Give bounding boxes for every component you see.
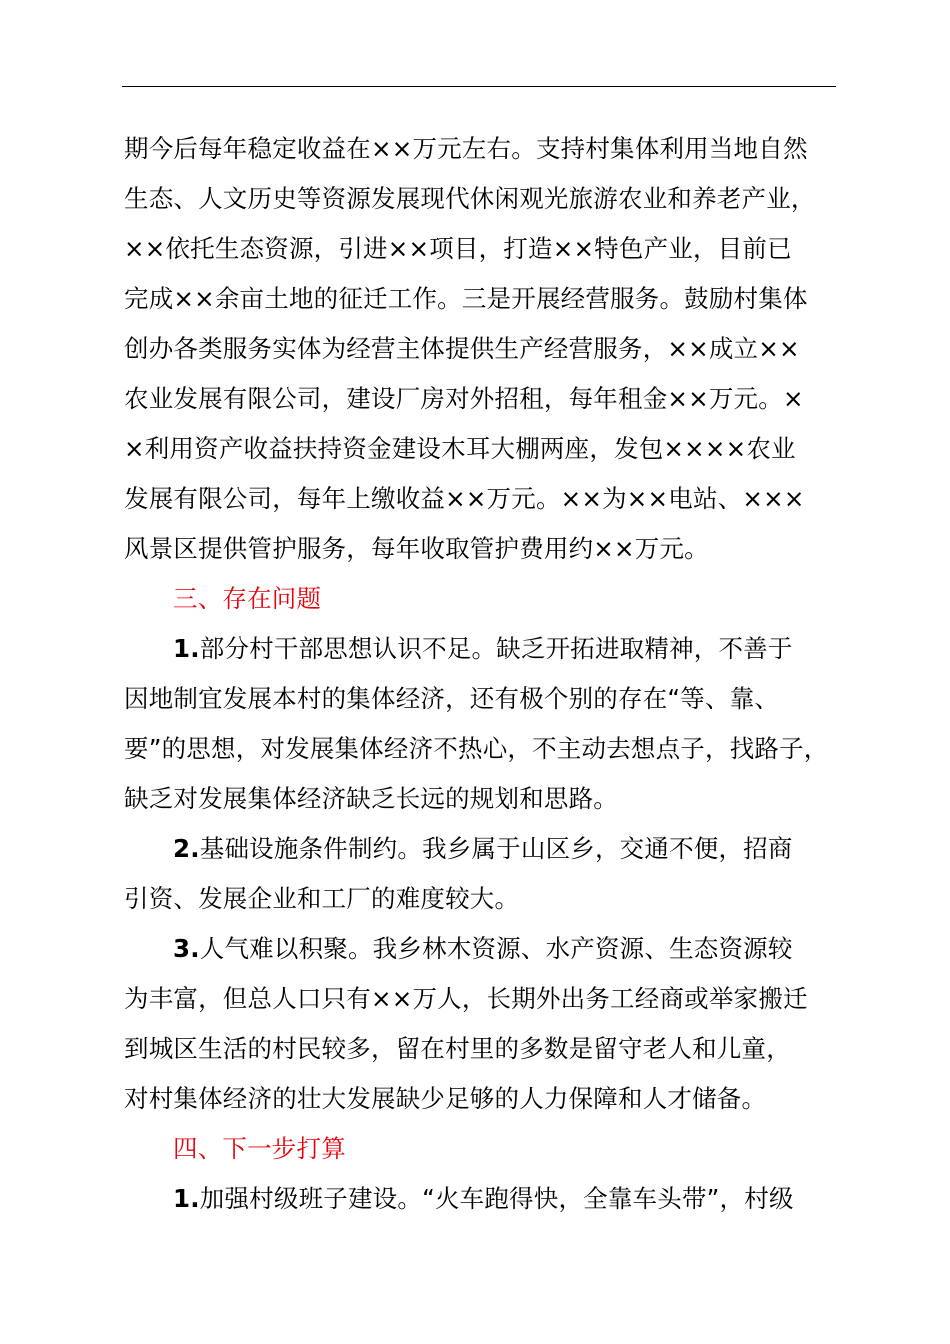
item-number: 1.: [173, 1184, 200, 1213]
text-line: 完成××余亩土地的征迁工作。三是开展经营服务。鼓励村集体: [124, 284, 808, 313]
item-text: 部分村干部思想认识不足。缺乏开拓进取精神，不善于: [199, 634, 793, 663]
text-line: 风景区提供管护服务，每年收取管护费用约××万元。: [124, 534, 709, 563]
text-line: 到城区生活的村民较多，留在村里的多数是留守老人和儿童，: [124, 1034, 791, 1063]
plan-item-1: [124, 1174, 844, 1224]
text-line: ×利用资产收益扶持资金建设木耳大棚两座，发包××××农业: [124, 434, 796, 463]
text-line: ××依托生态资源，引进××项目，打造××特色产业，目前已: [124, 234, 792, 263]
item-text: 加强村级班子建设。“火车跑得快，全靠车头带”，村级: [199, 1184, 794, 1213]
header-rule: [122, 86, 836, 87]
section-heading-next-steps: 四、下一步打算: [173, 1134, 346, 1163]
text-line: 为丰富，但总人口只有××万人，长期外出务工经商或举家搬迁: [124, 984, 808, 1013]
item-number: 3.: [173, 934, 200, 963]
document-body: [124, 124, 844, 1224]
text-line: 生态、人文历史等资源发展现代休闲观光旅游农业和养老产业，: [124, 184, 816, 213]
item-text: 基础设施条件制约。我乡属于山区乡，交通不便，招商: [199, 834, 793, 863]
text-line: 期今后每年稳定收益在××万元左右。支持村集体利用当地自然: [124, 134, 808, 163]
text-line: 缺乏对发展集体经济缺乏长远的规划和思路。: [124, 784, 618, 813]
problem-item-3: [124, 924, 844, 974]
text-line: 引资、发展企业和工厂的难度较大。: [124, 884, 520, 913]
text-line: 因地制宜发展本村的集体经济，还有极个别的存在“等、靠、: [124, 684, 780, 713]
item-number: 2.: [173, 834, 200, 863]
problem-item-2: [124, 824, 844, 874]
item-number: 1.: [173, 634, 200, 663]
item-text: 人气难以积聚。我乡林木资源、水产资源、生态资源较: [199, 934, 793, 963]
text-line: 发展有限公司，每年上缴收益××万元。××为××电站、×××: [124, 484, 805, 513]
section-heading-problems: 三、存在问题: [173, 584, 322, 613]
text-line: 创办各类服务实体为经营主体提供生产经营服务，××成立××: [124, 334, 800, 363]
text-line: 对村集体经济的壮大发展缺少足够的人力保障和人才储备。: [124, 1084, 767, 1113]
problem-item-1: [124, 624, 844, 674]
text-line: 农业发展有限公司，建设厂房对外招租，每年租金××万元。×: [124, 384, 804, 413]
text-line: 要”的思想，对发展集体经济不热心，不主动去想点子，找路子，: [124, 734, 829, 763]
